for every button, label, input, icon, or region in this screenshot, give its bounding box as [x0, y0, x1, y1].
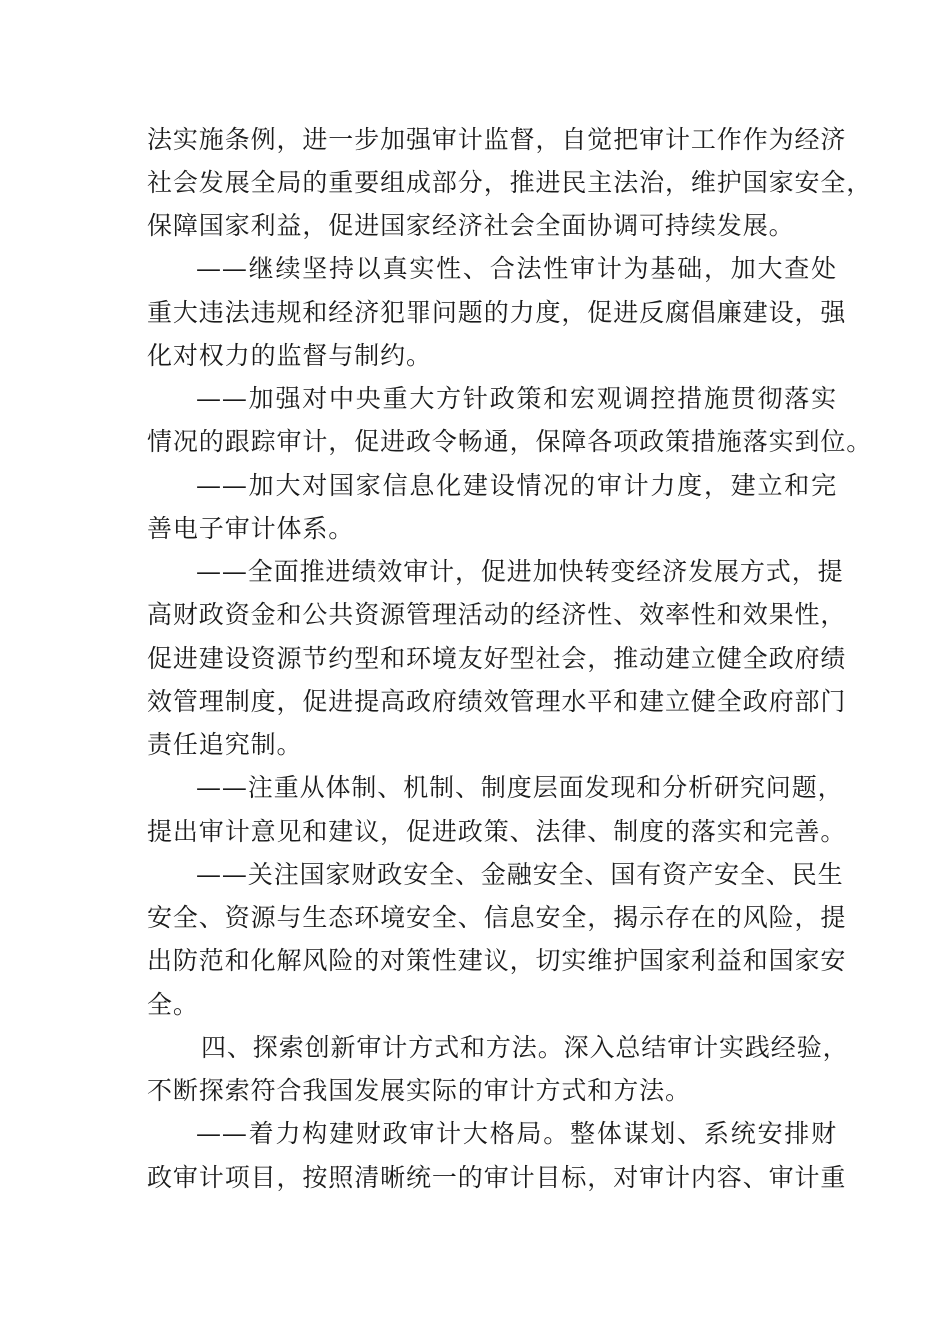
text-line: 化对权力的监督与制约。 [147, 341, 432, 370]
text-line: 重大违法违规和经济犯罪问题的力度，促进反腐倡廉建设，强 [147, 298, 847, 327]
text-line: ——加强对中央重大方针政策和宏观调控措施贯彻落实 [196, 384, 837, 413]
text-line: 善电子审计体系。 [147, 514, 355, 543]
text-line: 情况的跟踪审计，促进政令畅通，保障各项政策措施落实到位。 [147, 427, 873, 456]
text-line: ——全面推进绩效审计，促进加快转变经济发展方式，提 [196, 557, 844, 586]
text-line: 责任追究制。 [147, 730, 303, 759]
text-line: 高财政资金和公共资源管理活动的经济性、效率性和效果性， [147, 600, 847, 629]
text-line: 不断探索符合我国发展实际的审计方式和方法。 [147, 1076, 691, 1105]
text-line: ——继续坚持以真实性、合法性审计为基础，加大查处 [196, 254, 837, 283]
text-line: 安全、资源与生态环境安全、信息安全，揭示存在的风险，提 [147, 903, 847, 932]
text-line: 政审计项目，按照清晰统一的审计目标，对审计内容、审计重 [147, 1163, 847, 1192]
text-line: 社会发展全局的重要组成部分，推进民主法治，维护国家安全， [147, 168, 873, 197]
text-line: ——着力构建财政审计大格局。整体谋划、系统安排财 [196, 1119, 837, 1148]
text-line: 促进建设资源节约型和环境友好型社会，推动建立健全政府绩 [147, 644, 847, 673]
text-line: ——注重从体制、机制、制度层面发现和分析研究问题， [196, 773, 844, 802]
section-heading-line: 四、探索创新审计方式和方法。深入总结审计实践经验， [201, 1033, 849, 1062]
text-line: 出防范和化解风险的对策性建议，切实维护国家利益和国家安 [147, 946, 847, 975]
text-line: 效管理制度，促进提高政府绩效管理水平和建立健全政府部门 [147, 687, 847, 716]
text-line: 提出审计意见和建议，促进政策、法律、制度的落实和完善。 [147, 817, 847, 846]
text-line: 保障国家利益，促进国家经济社会全面协调可持续发展。 [147, 211, 795, 240]
text-line: 全。 [147, 990, 199, 1019]
text-line: 法实施条例，进一步加强审计监督，自觉把审计工作作为经济 [147, 125, 847, 154]
text-line: ——加大对国家信息化建设情况的审计力度，建立和完 [196, 471, 837, 500]
text-line: ——关注国家财政安全、金融安全、国有资产安全、民生 [196, 860, 844, 889]
